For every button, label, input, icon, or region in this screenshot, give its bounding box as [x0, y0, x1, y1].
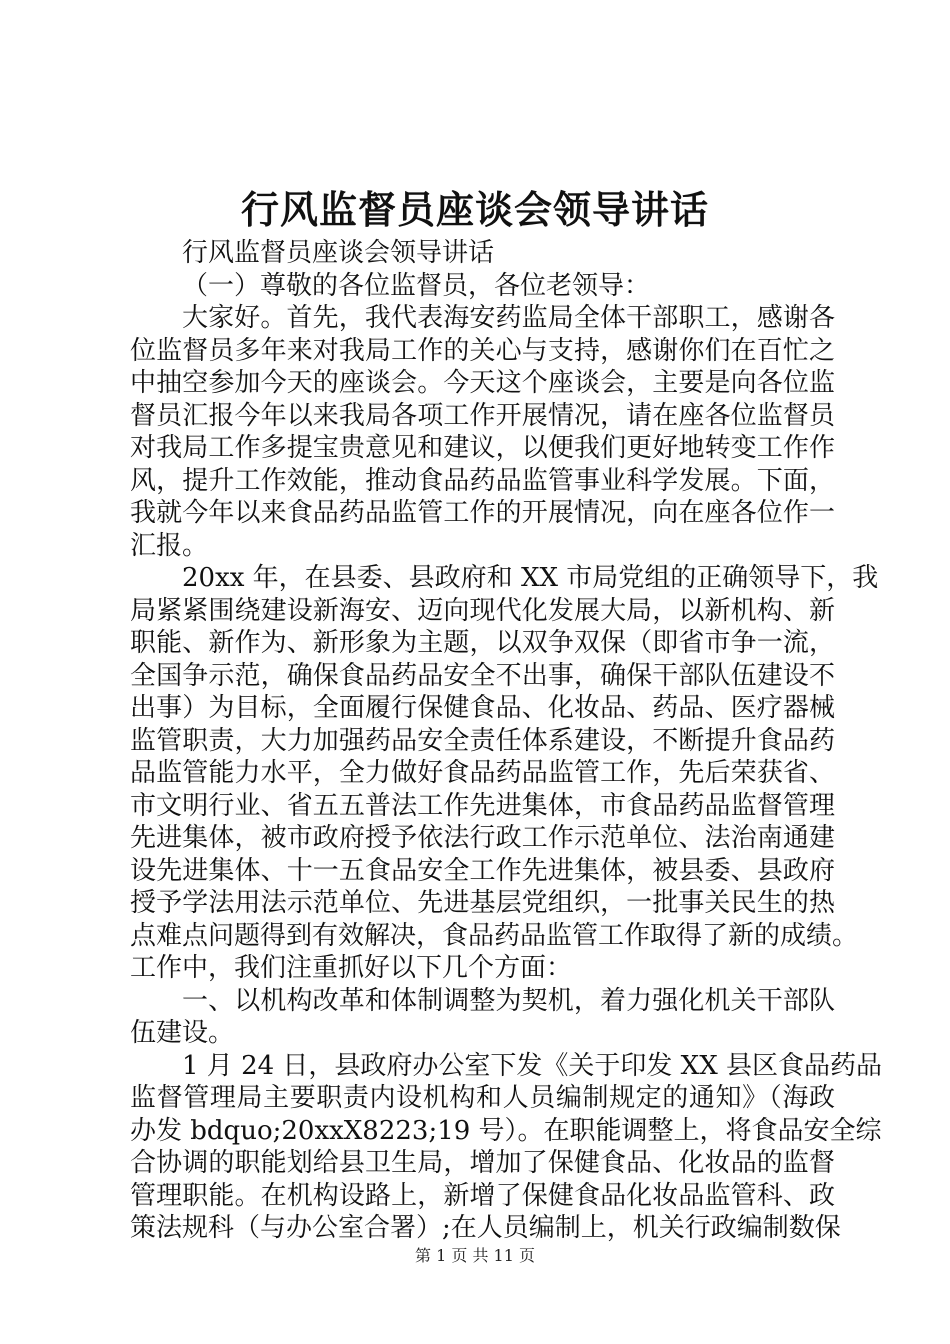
text-line: 行风监督员座谈会领导讲话	[182, 238, 495, 268]
text-line: 监管职责，大力加强药品安全责任体系建设，不断提升食品药	[130, 725, 835, 756]
text-line: 汇报。	[130, 530, 209, 561]
text-line: 我就今年以来食品药品监管工作的开展情况，向在座各位作一	[130, 498, 835, 528]
text-line: 先进集体，被市政府授予依法行政工作示范单位、法治南通建	[130, 823, 835, 853]
text-line: 一、以机构改革和体制调整为契机，着力强化机关干部队	[182, 985, 835, 1016]
text-line: 全国争示范，确保食品药品安全不出事，确保干部队伍建设不	[130, 660, 835, 691]
text-line: 出事）为目标，全面履行保健食品、化妆品、药品、医疗器械	[130, 693, 835, 723]
text-line: 办发 bdquo;20xxX8223;19 号）。在职能调整上，将食品安全综	[130, 1115, 882, 1146]
text-line: 管理职能。在机构设路上，新增了保健食品化妆品监管科、政	[130, 1180, 835, 1211]
text-line: 设先进集体、十一五食品安全工作先进集体，被县委、县政府	[130, 855, 835, 886]
text-line: 监督管理局主要职责内设机构和人员编制规定的通知》（海政	[130, 1083, 835, 1113]
text-line: 20xx 年，在县委、县政府和 XX 市局党组的正确领导下，我	[182, 563, 879, 593]
page-footer: 第 1 页 共 11 页	[415, 1246, 535, 1265]
text-line: 1 月 24 日，县政府办公室下发《关于印发 XX 县区食品药品	[182, 1050, 882, 1081]
text-line: 局紧紧围绕建设新海安、迈向现代化发展大局，以新机构、新	[130, 595, 835, 626]
text-line: 合协调的职能划给县卫生局，增加了保健食品、化妆品的监督	[130, 1148, 835, 1178]
text-line: 策法规科（与办公室合署）;在人员编制上，机关行政编制数保	[130, 1213, 841, 1243]
text-line: 对我局工作多提宝贵意见和建议，以便我们更好地转变工作作	[130, 433, 835, 463]
document-title: 行风监督员座谈会领导讲话	[240, 187, 709, 232]
text-line: 风，提升工作效能，推动食品药品监管事业科学发展。下面，	[130, 465, 835, 496]
text-line: 市文明行业、省五五普法工作先进集体，市食品药品监督管理	[130, 790, 835, 821]
text-line: 点难点问题得到有效解决，食品药品监管工作取得了新的成绩。	[130, 920, 859, 951]
text-line: 工作中，我们注重抓好以下几个方面：	[130, 953, 573, 983]
document-body	[130, 237, 882, 1245]
text-line: 位监督员多年来对我局工作的关心与支持，感谢你们在百忙之	[130, 335, 835, 366]
text-line: 伍建设。	[130, 1018, 235, 1048]
text-line: 授予学法用法示范单位、先进基层党组织，一批事关民生的热	[130, 888, 835, 918]
text-line: 督员汇报今年以来我局各项工作开展情况，请在座各位监督员	[130, 400, 835, 431]
text-line: 大家好。首先，我代表海安药监局全体干部职工，感谢各	[182, 303, 835, 333]
text-line: （一）尊敬的各位监督员，各位老领导：	[182, 270, 651, 301]
text-line: 职能、新作为、新形象为主题，以双争双保（即省市争一流，	[130, 628, 835, 658]
text-line: 品监管能力水平，全力做好食品药品监管工作，先后荣获省、	[130, 758, 835, 788]
text-line: 中抽空参加今天的座谈会。今天这个座谈会，主要是向各位监	[130, 368, 835, 398]
